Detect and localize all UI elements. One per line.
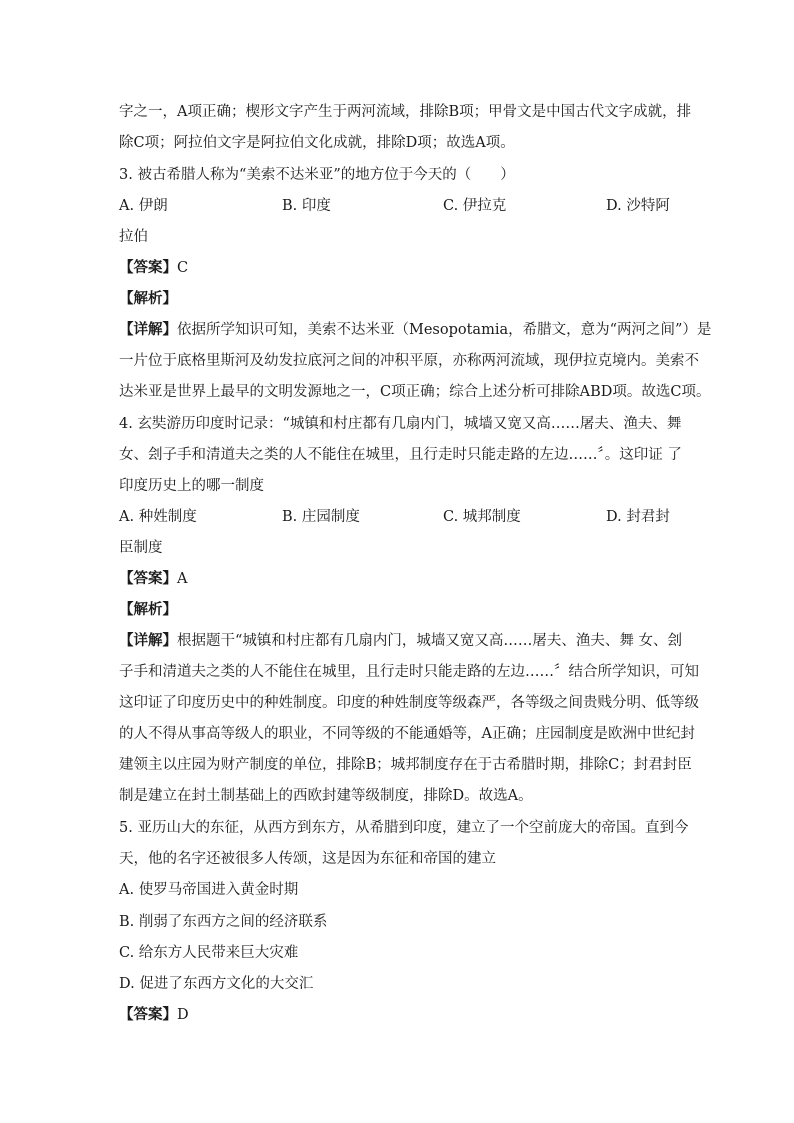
paragraph-line: 字之一，A项正确；楔形文字产生于两河流域，排除B项；甲骨文是中国古代文字成就，排 xyxy=(119,104,692,120)
question-4-stem: 印度历史上的哪一制度 xyxy=(119,478,264,494)
question-5-stem: 天，他的名字还被很多人传颂，这是因为东征和帝国的建立 xyxy=(119,851,496,867)
detail-label: 【详解】 xyxy=(119,632,177,649)
answer-value: A xyxy=(177,571,188,587)
analysis-label: 【解析】 xyxy=(119,601,177,618)
detail-label: 【详解】 xyxy=(119,321,177,338)
option-d: D. 沙特阿 xyxy=(606,198,670,214)
answer-line xyxy=(119,258,188,278)
option-c: C. 给东方人民带来巨大灾难 xyxy=(119,945,299,961)
option-a: A. 伊朗 xyxy=(119,198,168,214)
question-3-stem: 3. 被古希腊人称为“美索不达米亚”的地方位于今天的（ ） xyxy=(119,167,515,183)
question-5-stem: 5. 亚历山大的东征，从西方到东方，从希腊到印度，建立了一个空前庞大的帝国。直到今 xyxy=(119,820,689,836)
option-wrap: 臣制度 xyxy=(119,540,163,556)
option-c: C. 城邦制度 xyxy=(443,509,521,525)
detail-line: 这印证了印度历史中的种姓制度。印度的种姓制度等级森严，各等级之间贵贱分明、低等级 xyxy=(119,695,699,711)
detail-line: 【详解】根据题干“城镇和村庄都有几扇内门，城墙又宽又高……屠夫、渔夫、舞 女、刽 xyxy=(119,632,683,649)
option-d: D. 封君封 xyxy=(606,509,670,525)
detail-line: 达米亚是世界上最早的文明发源地之一，C项正确；综合上述分析可排除ABD项。故选C项。 xyxy=(119,384,711,400)
option-c: C. 伊拉克 xyxy=(443,198,507,214)
question-4-stem: 4. 玄奘游历印度时记录：“城镇和村庄都有几扇内门，城墙又宽又高……屠夫、渔夫、舞 xyxy=(119,416,682,432)
answer-value: C xyxy=(177,260,189,276)
answer-label: 【答案】 xyxy=(119,570,177,587)
detail-line: 的人不得从事高等级人的职业，不同等级的不能通婚等，A正确；庄园制度是欧洲中世纪封 xyxy=(119,726,695,742)
option-b: B. 印度 xyxy=(282,198,331,214)
option-wrap: 拉伯 xyxy=(119,229,148,245)
question-4-stem: 女、刽子手和清道夫之类的人不能住在城里，且行走时只能走路的左边……〞。这印证 了 xyxy=(119,447,682,463)
option-b: B. 庄园制度 xyxy=(282,509,360,525)
detail-line: 制是建立在封土制基础上的西欧封建等级制度，排除D。故选A。 xyxy=(119,788,533,804)
answer-label: 【答案】 xyxy=(119,1006,177,1023)
answer-line xyxy=(119,569,187,589)
option-a: A. 种姓制度 xyxy=(119,509,197,525)
answer-label: 【答案】 xyxy=(119,259,177,276)
detail-line: 一片位于底格里斯河及幼发拉底河之间的冲积平原，亦称两河流域，现伊拉克境内。美索不 xyxy=(119,353,699,369)
answer-value: D xyxy=(177,1007,189,1023)
option-b: B. 削弱了东西方之间的经济联系 xyxy=(119,914,328,930)
paragraph-line: 除C项；阿拉伯文字是阿拉伯文化成就，排除D项；故选A项。 xyxy=(119,135,515,151)
detail-line: 【详解】依据所学知识可知，美索不达米亚（Mesopotamia，希腊文，意为“两河之间”）是 xyxy=(119,321,712,338)
detail-line: 子手和清道夫之类的人不能住在城里，且行走时只能走路的左边……〞结合所学知识，可知 xyxy=(119,664,699,680)
option-d: D. 促进了东西方文化的大交汇 xyxy=(119,976,314,992)
analysis-label: 【解析】 xyxy=(119,290,177,307)
option-a: A. 使罗马帝国进入黄金时期 xyxy=(119,882,299,898)
detail-line: 建领主以庄园为财产制度的单位，排除B；城邦制度存在于古希腊时期，排除C；封君封臣 xyxy=(119,757,692,773)
answer-line xyxy=(119,1005,189,1025)
